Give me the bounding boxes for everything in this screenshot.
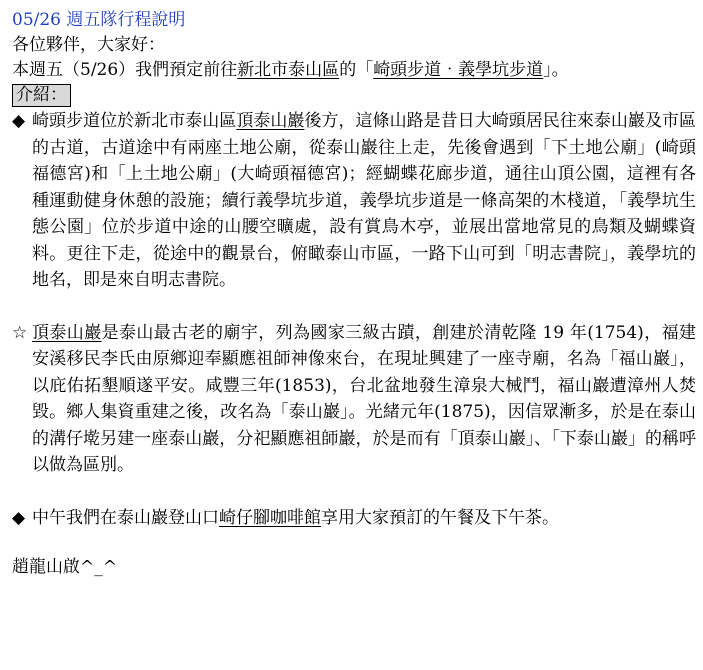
plan-sentence [12,58,696,83]
place-link[interactable]: 新北市泰山區 [237,60,340,80]
intro-row [12,83,696,108]
p1-part1: 崎頭步道位於新北市泰山區 [32,111,237,131]
p2-text: 是泰山最古老的廟宇，列為國家三級古蹟，創建於清乾隆 19 年(1754)，福建安溪移民李氏由原鄉迎奉顯應祖師神像來台，在現址興建了一座寺廟，名為「福山巖」，以庇佑拓墾順遂平安。咸豐三年(1853)，台北盆地發生漳泉大械鬥，福山巖遭漳州人焚毀。鄉人集資重建之後，改名為「泰山巖」。光緒元年(1875)，因信眾漸多，於是在泰山的溝仔墘另建一座泰山巖，分祀顯應祖師巖，於是而有「頂泰山巖」、「下泰山巖」的稱呼以做為區別。 [32,322,697,475]
spacer [12,479,696,505]
trail-link[interactable]: 崎頭步道‧義學坑步道 [373,60,544,80]
signature: 趙龍山啟^_^ [12,557,117,577]
paragraph-temple [12,320,696,479]
greeting: 各位夥伴，大家好： [12,35,165,55]
paragraph-lunch-text [32,505,696,532]
spacer [12,294,696,320]
paragraph-trail [12,108,696,294]
diamond-bullet-icon: ◆ [12,111,26,131]
cafe-link[interactable]: 崎仔腳咖啡館 [219,507,321,528]
paragraph-temple-text [32,320,696,479]
plan-prefix: 本週五（5/26）我們預定前往 [12,60,238,80]
plan-suffix: 」。 [543,60,569,80]
star-bullet-icon: ☆ [12,322,28,343]
p1-part2: 後方，這條山路是昔日大崎頭居民往來泰山巖及市區的古道，古道途中有兩座土地公廟，從泰山巖往上走，先後會遇到「下土地公廟」(崎頭福德宮)和「上土地公廟」(大崎頭福德宮)；經蝴蝶花廊步道，通往山頂公園，這裡有各種運動健身休憩的設施；續行義學坑步道，義學坑步道是一條高架的木棧道，「義學坑生態公園」位於步道中途的山腰空曠處，設有賞鳥木亭，並展出當地常見的鳥類及蝴蝶資料。更往下走，從途中的觀景台，俯瞰泰山市區，一路下山可到「明志書院」，義學坑的地名，即是來自明志書院。 [32,111,697,290]
paragraph-trail-text [32,108,696,294]
p3-part2: 享用大家預訂的午餐及下午茶。 [321,507,559,528]
diamond-bullet-icon: ◆ [12,507,26,528]
plan-middle: 的「 [339,60,374,80]
document [12,8,696,580]
page-title: 05/26 週五隊行程說明 [12,10,186,30]
intro-label: 介紹： [12,84,71,107]
spacer [12,531,696,555]
temple-link[interactable]: 頂泰山巖 [236,111,305,131]
paragraph-lunch [12,505,696,532]
temple-link-2[interactable]: 頂泰山巖 [32,322,102,343]
p3-part1: 中午我們在泰山巖登山口 [32,507,219,528]
